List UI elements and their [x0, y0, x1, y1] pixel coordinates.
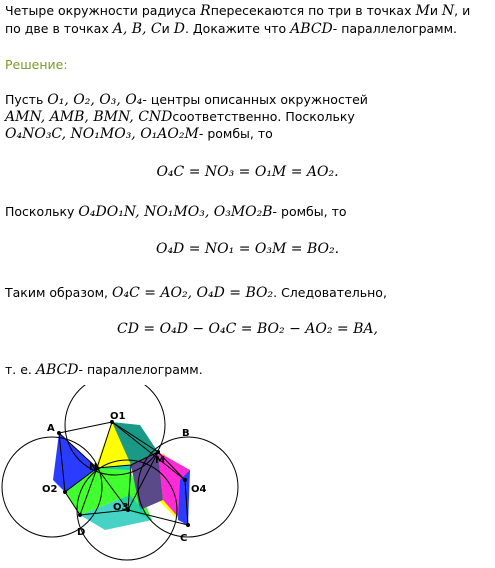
- text: т. е.: [5, 362, 36, 377]
- math-centers: O₁, O₂, O₃, O₄: [47, 92, 143, 108]
- text: Таким образом,: [5, 285, 112, 300]
- equation-text: O₄D = NO₁ = O₃M = BO₂.: [155, 241, 340, 257]
- label-O4: O4: [191, 484, 207, 495]
- math-equalities: O₄C = AO₂, O₄D = BO₂: [112, 285, 274, 301]
- label-O1: O1: [110, 411, 126, 422]
- math-ABCD: ABCD: [290, 21, 333, 37]
- math-ABCD: ABCD: [35, 362, 79, 378]
- text: - параллелограмм.: [332, 21, 457, 36]
- equation-text: O₄C = NO₃ = O₁M = AO₂.: [156, 164, 339, 180]
- solution-heading: Решение:: [5, 57, 68, 72]
- label-B: B: [182, 428, 190, 439]
- math-M: M: [415, 3, 430, 19]
- text: и: [429, 3, 442, 18]
- label-C: C: [180, 533, 188, 544]
- text: , и: [454, 3, 471, 18]
- text: пересекаются по три в точках: [210, 3, 416, 18]
- label-O3: O3: [113, 502, 129, 513]
- text: по две в точках: [5, 21, 113, 36]
- label-A: A: [47, 423, 55, 434]
- text: и: [161, 21, 174, 36]
- text: - параллелограмм.: [78, 362, 203, 377]
- math-N: N: [441, 3, 455, 19]
- label-N: N: [89, 462, 98, 473]
- text: . Следовательно,: [273, 285, 387, 300]
- text: - ромбы, то: [198, 126, 273, 141]
- equation-text: CD = O₄D − O₄C = BO₂ − AO₂ = BA,: [117, 321, 378, 337]
- text: Пусть: [5, 92, 48, 107]
- text: - ромбы, то: [272, 204, 347, 219]
- text: Четыре окружности радиуса: [5, 3, 201, 18]
- math-rhombi: O₄NO₃C, NO₁MO₃, O₁AO₂M: [5, 126, 199, 142]
- math-rhombi-2: O₄DO₁N, NO₁MO₃, O₃MO₂B: [78, 204, 273, 220]
- math-R: R: [200, 3, 211, 19]
- math-points: A, B, C: [112, 21, 162, 37]
- math-D: D: [173, 21, 185, 37]
- math-triangles: AMN, AMB, BMN, CND: [5, 109, 173, 125]
- text: . Докажите что: [184, 21, 291, 36]
- text: соответственно. Поскольку: [172, 109, 355, 124]
- label-D: D: [77, 527, 86, 538]
- text: Поскольку: [5, 204, 79, 219]
- text: - центры описанных окружностей: [142, 92, 368, 107]
- label-O2: O2: [42, 484, 58, 495]
- label-M: M: [155, 455, 165, 466]
